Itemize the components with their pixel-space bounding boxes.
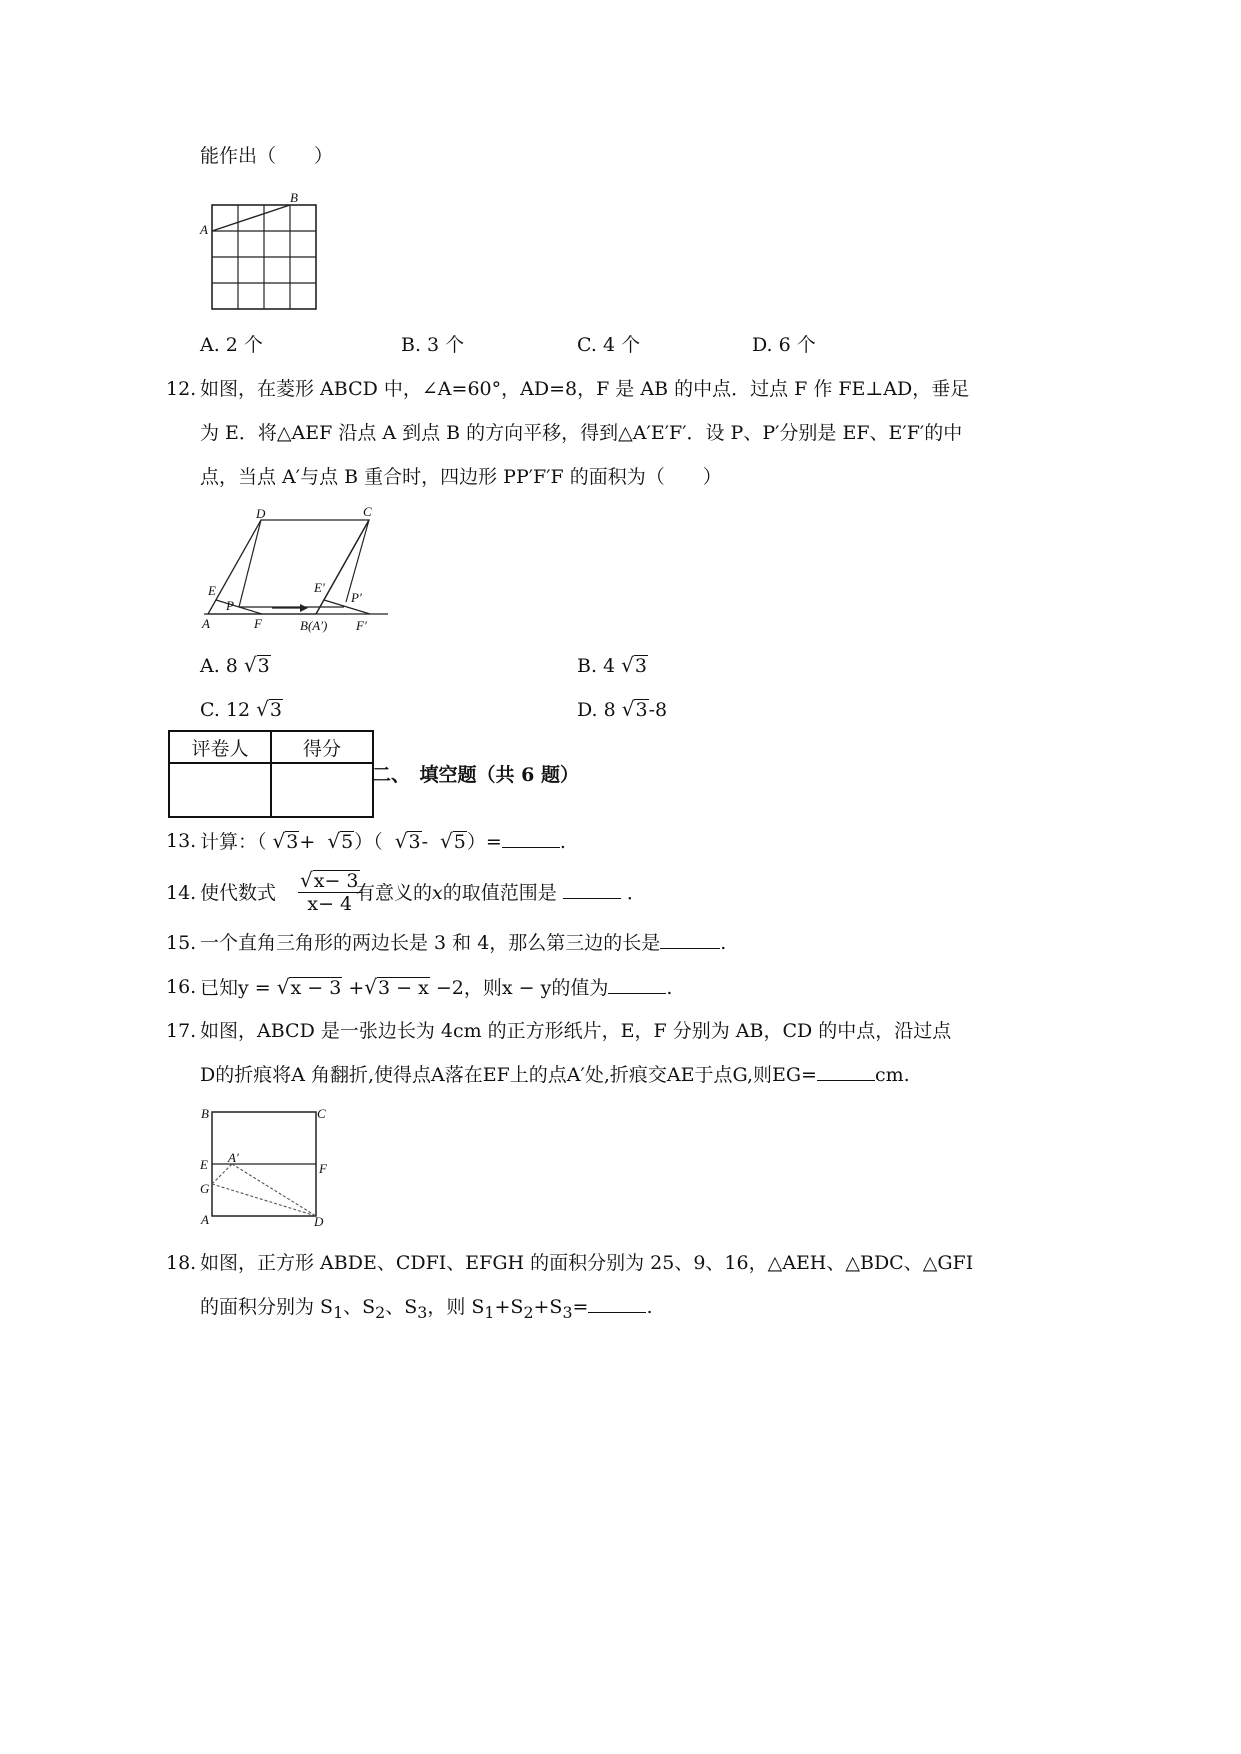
q17-answer-blank[interactable] (817, 1080, 875, 1081)
q13-answer-blank[interactable] (502, 847, 560, 848)
q17-line2: D的折痕将A 角翻折,使得点A落在EF上的点A′处,折痕交AE于点G,则EG= cm. (200, 1064, 910, 1086)
q15-answer-blank[interactable] (660, 948, 720, 949)
q17-label-f: F (319, 1161, 327, 1176)
q12-label-b-a-prime: B(A′) (300, 618, 328, 633)
q14-tail: 有意义的x的取值范围是 ． (356, 882, 646, 904)
q12-label-c: C (363, 504, 372, 519)
q17-line1: 如图，ABCD 是一张边长为 4cm 的正方形纸片，E，F 分别为 AB，CD 的中点，沿过点 (200, 1020, 952, 1042)
q12-label-f: F (254, 616, 262, 631)
q14-answer-blank[interactable] (563, 898, 621, 899)
q17-label-d: D (314, 1214, 324, 1229)
q12-label-f-prime: F′ (356, 618, 367, 633)
q12-label-d: D (256, 506, 266, 521)
q12-label-e-prime: E′ (314, 580, 325, 595)
q17-label-a-prime: A′ (228, 1150, 239, 1165)
q17-label-g: G (200, 1181, 210, 1196)
q12-option-a: A. 8 √3 (200, 653, 270, 677)
score-table (168, 730, 374, 818)
section-2-title: 二、 填空题（共 6 题） (372, 764, 579, 786)
q12-number: 12. (166, 378, 197, 400)
q12-label-p-prime: P′ (351, 590, 362, 605)
score-header: 得分 (271, 731, 373, 763)
q12-label-a: A (202, 616, 210, 631)
q16-text: 已知y = √x − 3 +√3 − x −2，则x − y的值为 . (200, 975, 673, 999)
q11-tail: 能作出（ ） (200, 145, 334, 167)
q11-label-a: A (200, 222, 208, 237)
grader-header: 评卷人 (169, 731, 271, 763)
q15-text: 一个直角三角形的两边长是 3 和 4，那么第三边的长是 . (200, 932, 727, 954)
q17-square-figure (196, 1100, 336, 1230)
q13-text: 计算：（ √3+ √5）（ √3- √5）= . (200, 829, 566, 853)
q17-number: 17. (166, 1020, 197, 1042)
q16-answer-blank[interactable] (608, 993, 666, 994)
grader-cell (169, 763, 271, 817)
q14-number: 14. (166, 882, 197, 904)
q12-label-e: E (208, 583, 216, 598)
q11-grid-figure (196, 188, 326, 313)
q17-label-b: B (201, 1106, 209, 1121)
q12-option-b: B. 4 √3 (577, 653, 647, 677)
q12-line3: 点，当点 A′与点 B 重合时，四边形 PP′F′F 的面积为（ ） (200, 466, 722, 488)
q11-label-b: B (290, 190, 298, 205)
q12-option-d: D. 8 √3-8 (577, 697, 668, 721)
q14-lead: 使代数式 (200, 882, 277, 904)
q11-option-a: A. 2 个 (200, 334, 263, 356)
q11-option-b: B. 3 个 (401, 334, 465, 356)
q12-rhombus-figure (196, 502, 396, 638)
score-cell (271, 763, 373, 817)
q17-label-a: A (201, 1212, 209, 1227)
q12-label-p: P (226, 598, 234, 613)
q12-line2: 为 E．将△AEF 沿点 A 到点 B 的方向平移，得到△A′E′F′．设 P、P′分别是 EF、E′F′的中 (200, 422, 963, 444)
q12-option-c: C. 12 √3 (200, 697, 282, 721)
q11-option-c: C. 4 个 (577, 334, 641, 356)
q18-line2: 的面积分别为 $S_1$、$S_2$、$S_3$，则 $S_1+S_2+S_3=$ . (200, 1296, 653, 1322)
q18-line1: 如图，正方形 ABDE、CDFI、EFGH 的面积分别为 25、9、16，△AEH、△BDC、△GFI (200, 1252, 974, 1274)
q15-number: 15. (166, 932, 197, 954)
q16-number: 16. (166, 976, 197, 998)
q11-option-d: D. 6 个 (752, 334, 816, 356)
q17-label-e: E (200, 1157, 208, 1172)
q18-answer-blank[interactable] (588, 1312, 646, 1313)
q13-number: 13. (166, 830, 197, 852)
q14-fraction: $\frac{√x- 3}{x- 4}$ (298, 868, 362, 915)
q17-label-c: C (317, 1106, 326, 1121)
q12-line1: 如图，在菱形 ABCD 中，∠A=60°，AD=8，F 是 AB 的中点．过点 F 作 FE⊥AD，垂足 (200, 378, 970, 400)
q18-number: 18. (166, 1252, 197, 1274)
